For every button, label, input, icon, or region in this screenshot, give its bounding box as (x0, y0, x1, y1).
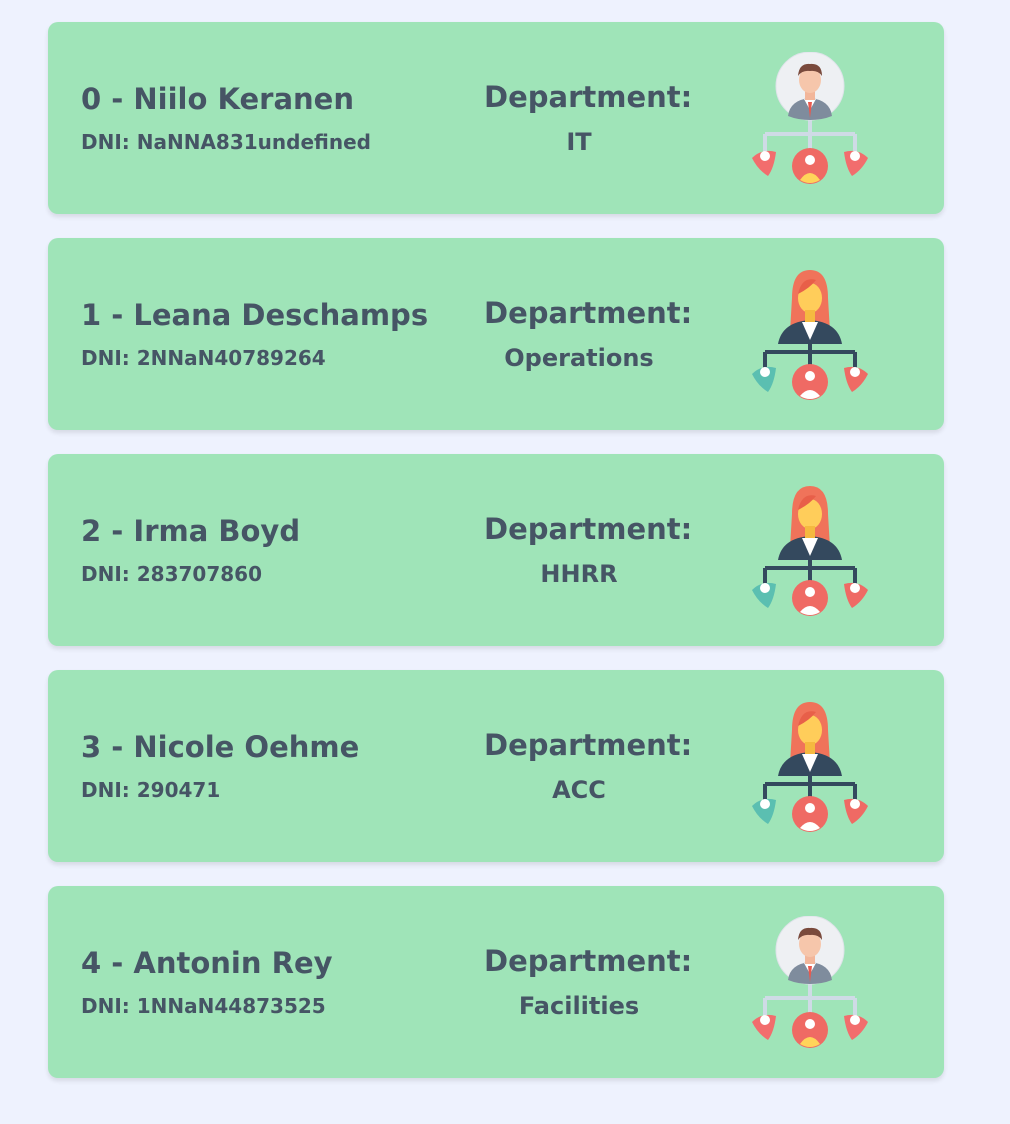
male-manager-icon (752, 52, 868, 186)
employee-card[interactable] (48, 454, 944, 646)
female-manager-icon (752, 268, 868, 402)
employee-dni: DNI: NaNNA831undefined (81, 130, 371, 154)
employee-name: 3 - Nicole Oehme (81, 730, 360, 764)
department-label: Department: (484, 944, 693, 978)
employee-card[interactable] (48, 886, 944, 1078)
department-value: IT (566, 128, 592, 156)
employee-card[interactable] (48, 22, 944, 214)
employee-name: 1 - Leana Deschamps (81, 298, 429, 332)
department-value: Facilities (518, 992, 640, 1020)
male-manager-icon (752, 916, 868, 1050)
department-label: Department: (484, 728, 693, 762)
employee-dni: DNI: 2NNaN40789264 (81, 346, 326, 370)
employee-dni: DNI: 283707860 (81, 562, 262, 586)
department-value: HHRR (540, 560, 618, 588)
female-manager-icon (752, 700, 868, 834)
department-label: Department: (484, 80, 693, 114)
employee-dni: DNI: 290471 (81, 778, 221, 802)
employee-name: 2 - Irma Boyd (81, 514, 301, 548)
department-label: Department: (484, 512, 693, 546)
department-value: Operations (504, 344, 654, 372)
department-value: ACC (552, 776, 606, 804)
employee-name: 4 - Antonin Rey (81, 946, 333, 980)
employee-name: 0 - Niilo Keranen (81, 82, 354, 116)
employee-card[interactable] (48, 670, 944, 862)
female-manager-icon (752, 484, 868, 618)
department-label: Department: (484, 296, 693, 330)
employee-card[interactable] (48, 238, 944, 430)
employee-dni: DNI: 1NNaN44873525 (81, 994, 326, 1018)
